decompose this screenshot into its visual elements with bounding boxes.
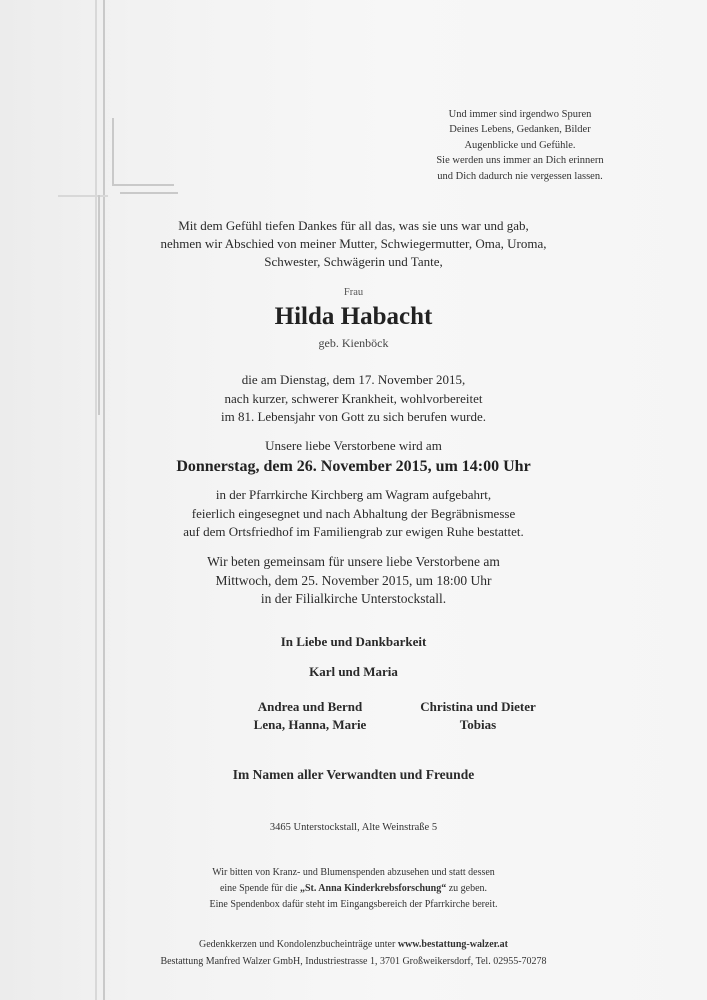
website-link[interactable]: www.bestattung-walzer.at	[397, 939, 508, 950]
salutation: Frau	[343, 287, 364, 298]
donation-note	[0, 865, 707, 913]
footer-line	[0, 937, 707, 954]
family-right	[358, 698, 598, 734]
funeral-date: Donnerstag, dem 26. November 2015, um 14:00 Uhr	[176, 458, 531, 475]
intro-line: Mit dem Gefühl tiefen Dankes für all das, was sie uns war und gab,	[178, 218, 529, 233]
donation-line: Wir bitten von Kranz- und Blumenspenden abzusehen und statt dessen	[212, 867, 495, 878]
family-line: Christina und Dieter	[420, 699, 536, 714]
motto-line: Und immer sind irgendwo Spuren	[448, 109, 592, 120]
ceremony-line: auf dem Ortsfriedhof im Familiengrab zur ewigen Ruhe bestattet.	[183, 524, 524, 539]
address: 3465 Unterstockstall, Alte Weinstraße 5	[269, 822, 438, 833]
footer-text: Gedenkkerzen und Kondolenzbucheinträge unter	[199, 939, 398, 950]
intro-line: Schwester, Schwägerin und Tante,	[264, 254, 443, 269]
deceased-name: Hilda Habacht	[274, 303, 433, 330]
prayer-line: Mittwoch, dem 25. November 2015, um 18:00 Uhr	[215, 572, 492, 588]
death-line: im 81. Lebensjahr von Gott zu sich berufen wurde.	[221, 409, 486, 424]
prayer-line: Wir beten gemeinsam für unsere liebe Verstorbene am	[207, 554, 500, 569]
ceremony-line: feierlich eingesegnet und nach Abhaltung der Begräbnismesse	[191, 505, 516, 521]
maiden-name: geb. Kienböck	[318, 336, 389, 350]
funeral-ceremony	[0, 486, 707, 542]
intro-line: nehmen wir Abschied von meiner Mutter, Schwiegermutter, Oma, Uroma,	[160, 236, 547, 251]
motto-line: Sie werden uns immer an Dich erinnern	[436, 155, 604, 167]
donation-text: zu geben.	[446, 883, 488, 894]
footer-line: Bestattung Manfred Walzer GmbH, Industriestrasse 1, 3701 Großweikersdorf, Tel. 02955-70278	[160, 955, 547, 967]
prayer-notice	[0, 553, 707, 609]
motto-line: Augenblicke und Gefühle.	[464, 139, 576, 151]
motto-poem	[355, 107, 685, 184]
motto-line: Deines Lebens, Gedanken, Bilder	[449, 124, 591, 136]
prayer-line: in der Filialkirche Unterstockstall.	[260, 591, 447, 606]
family-line: Lena, Hanna, Marie	[253, 717, 367, 732]
donation-line: Eine Spendenbox dafür steht im Eingangsbereich der Pfarrkirche bereit.	[209, 899, 498, 910]
intro-text	[0, 217, 707, 271]
death-line: die am Dienstag, dem 17. November 2015,	[241, 372, 466, 387]
donation-text: eine Spende für die	[219, 883, 300, 894]
donation-line	[0, 881, 707, 897]
ceremony-line: in der Pfarrkirche Kirchberg am Wagram aufgebahrt,	[215, 487, 492, 502]
charity-name: „St. Anna Kinderkrebsforschung“	[299, 883, 447, 894]
family-line: Tobias	[459, 717, 497, 732]
death-line: nach kurzer, schwerer Krankheit, wohlvorbereitet	[224, 390, 483, 406]
footer	[0, 937, 707, 970]
death-notice	[0, 371, 707, 427]
relatives-line: Im Namen aller Verwandten und Freunde	[232, 767, 475, 782]
motto-line: und Dich dadurch nie vergessen lassen.	[437, 170, 603, 182]
funeral-announce: Unsere liebe Verstorbene wird am	[265, 438, 442, 453]
signature-heading: In Liebe und Dankbarkeit	[280, 634, 427, 649]
family-line: Andrea und Bernd	[257, 699, 363, 714]
signature-couple: Karl und Maria	[309, 664, 398, 679]
